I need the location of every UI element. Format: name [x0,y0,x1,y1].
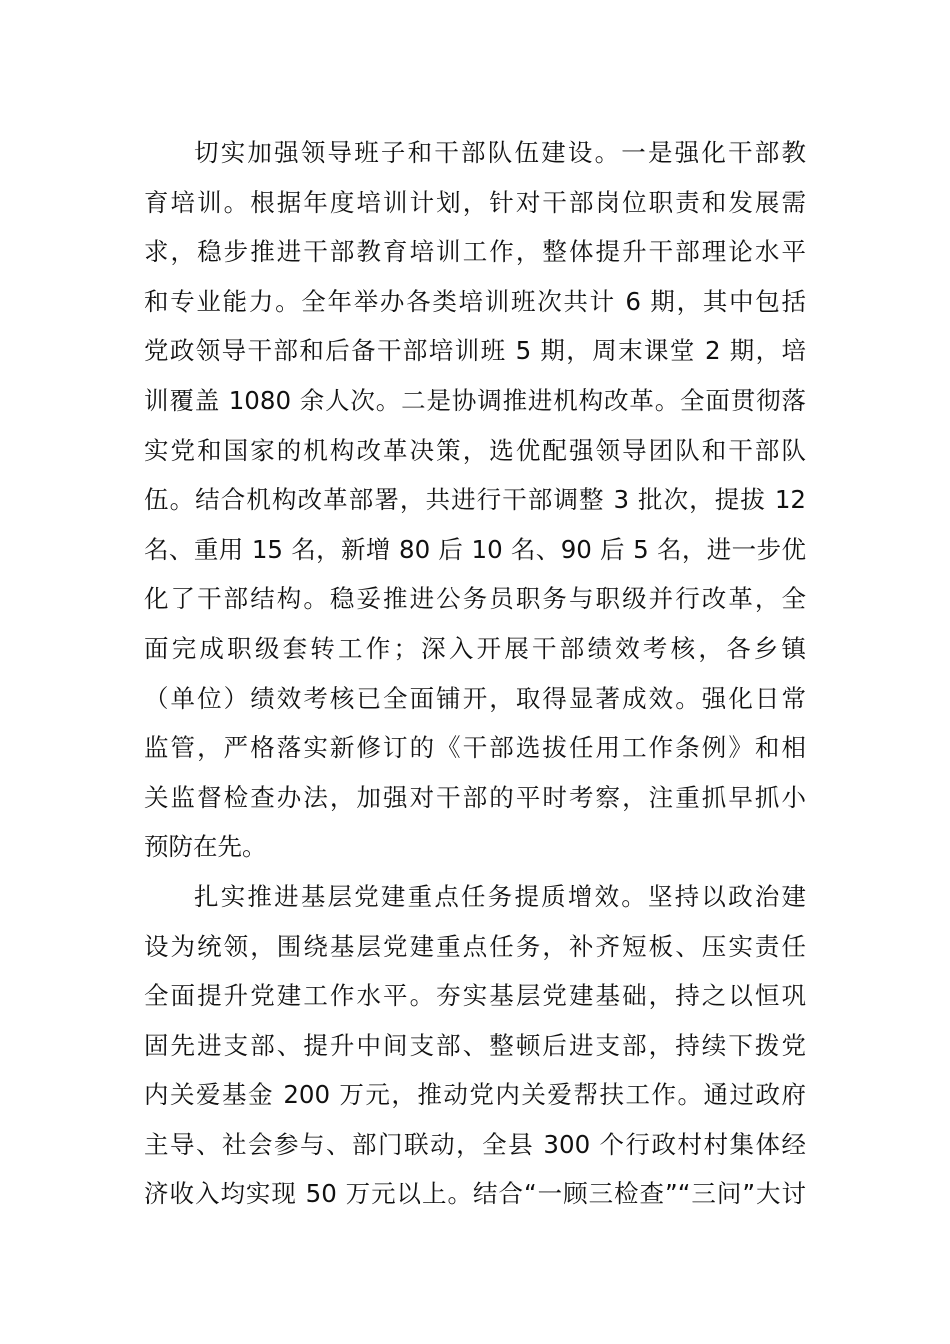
text-line: 化了干部结构。稳妥推进公务员职务与职级并行改革，全 [144,584,806,614]
paragraph-2 [144,872,806,1219]
text-line: 名、重用 15 名，新增 80 后 10 名、90 后 5 名，进一步优 [144,534,806,564]
text-line: 济收入均实现 50 万元以上。结合“一顾三检查”“三问”大讨 [144,1179,806,1209]
text-line: （单位）绩效考核已全面铺开，取得显著成效。强化日常 [144,683,806,713]
text-line: 扎实推进基层党建重点任务提质增效。坚持以政治建 [194,881,806,911]
text-line: 实党和国家的机构改革决策，选优配强领导团队和干部队 [144,435,806,465]
text-line: 伍。结合机构改革部署，共进行干部调整 3 批次，提拔 12 [144,485,806,515]
paragraph-1 [144,128,806,872]
text-line: 设为统领，围绕基层党建重点任务，补齐短板、压实责任 [144,931,806,961]
text-line: 训覆盖 1080 余人次。二是协调推进机构改革。全面贯彻落 [144,385,806,415]
text-line: 育培训。根据年度培训计划，针对干部岗位职责和发展需 [144,187,806,217]
text-line: 全面提升党建工作水平。夯实基层党建基础，持之以恒巩 [144,981,806,1011]
text-line: 主导、社会参与、部门联动，全县 300 个行政村村集体经 [144,1129,806,1159]
text-line: 内关爱基金 200 万元，推动党内关爱帮扶工作。通过政府 [144,1080,806,1110]
text-line: 预防在先。 [144,832,267,862]
document-body [144,128,806,1219]
text-line: 关监督检查办法，加强对干部的平时考察，注重抓早抓小 [144,782,806,812]
text-line: 切实加强领导班子和干部队伍建设。一是强化干部教 [194,138,806,167]
text-line: 固先进支部、提升中间支部、整顿后进支部，持续下拨党 [144,1030,806,1060]
text-line: 党政领导干部和后备干部培训班 5 期，周末课堂 2 期，培 [144,336,806,366]
text-line: 和专业能力。全年举办各类培训班次共计 6 期，其中包括 [144,286,806,316]
text-line: 面完成职级套转工作；深入开展干部绩效考核，各乡镇 [144,633,806,663]
text-line: 求，稳步推进干部教育培训工作，整体提升干部理论水平 [144,237,806,267]
text-line: 监管，严格落实新修订的《干部选拔任用工作条例》和相 [144,733,806,763]
